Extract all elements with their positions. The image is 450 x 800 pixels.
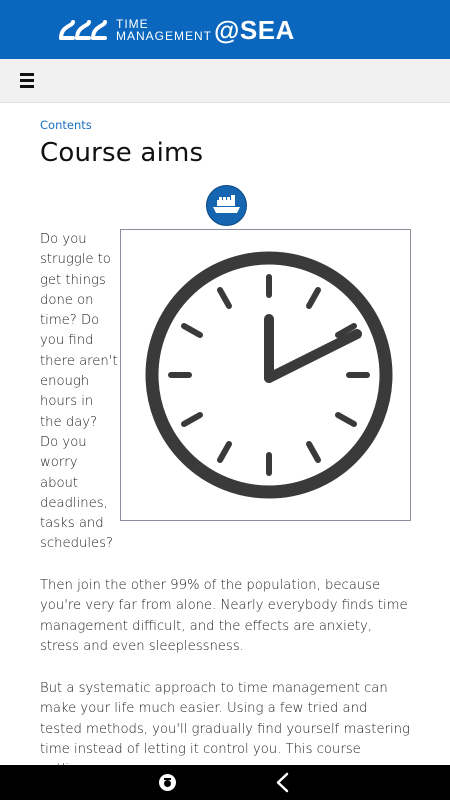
ship-icon [206, 185, 247, 226]
home-icon[interactable] [158, 773, 177, 792]
logo-wordmark [116, 18, 212, 42]
logo [58, 14, 295, 46]
breadcrumb-contents-link[interactable]: Contents [40, 118, 92, 132]
back-arrow-icon[interactable] [273, 772, 293, 793]
content-header [40, 118, 410, 168]
clock-image [120, 229, 411, 521]
logo-waves-icon [58, 18, 110, 42]
toolbar [0, 59, 450, 103]
system-navbar [0, 765, 450, 800]
app-header [0, 0, 450, 59]
logo-line2: MANAGEMENT [116, 29, 213, 43]
clock-icon [121, 230, 410, 520]
logo-line1: TIME [116, 17, 149, 31]
page-title: Course aims [40, 138, 204, 168]
paragraph-2: Then join the other 99% of the population, because you're very far from alone. Nearly everybody finds time management difficult, and the effects are anxiety, stress and even sleeplessness. [40, 578, 408, 654]
paragraph-3: But a systematic approach to time management can make your life much easier. Using a few tried and tested methods, you'll gradually find yourself mastering time instead of letting it control you. This course [40, 681, 410, 757]
intro-text: Do you struggle to get things done on time? Do you find there aren't enough hours in the day? Do you worry about deadlines, tasks and schedules? [40, 232, 118, 552]
hamburger-menu-icon[interactable] [18, 69, 42, 93]
logo-sea: @SEA [214, 14, 295, 45]
